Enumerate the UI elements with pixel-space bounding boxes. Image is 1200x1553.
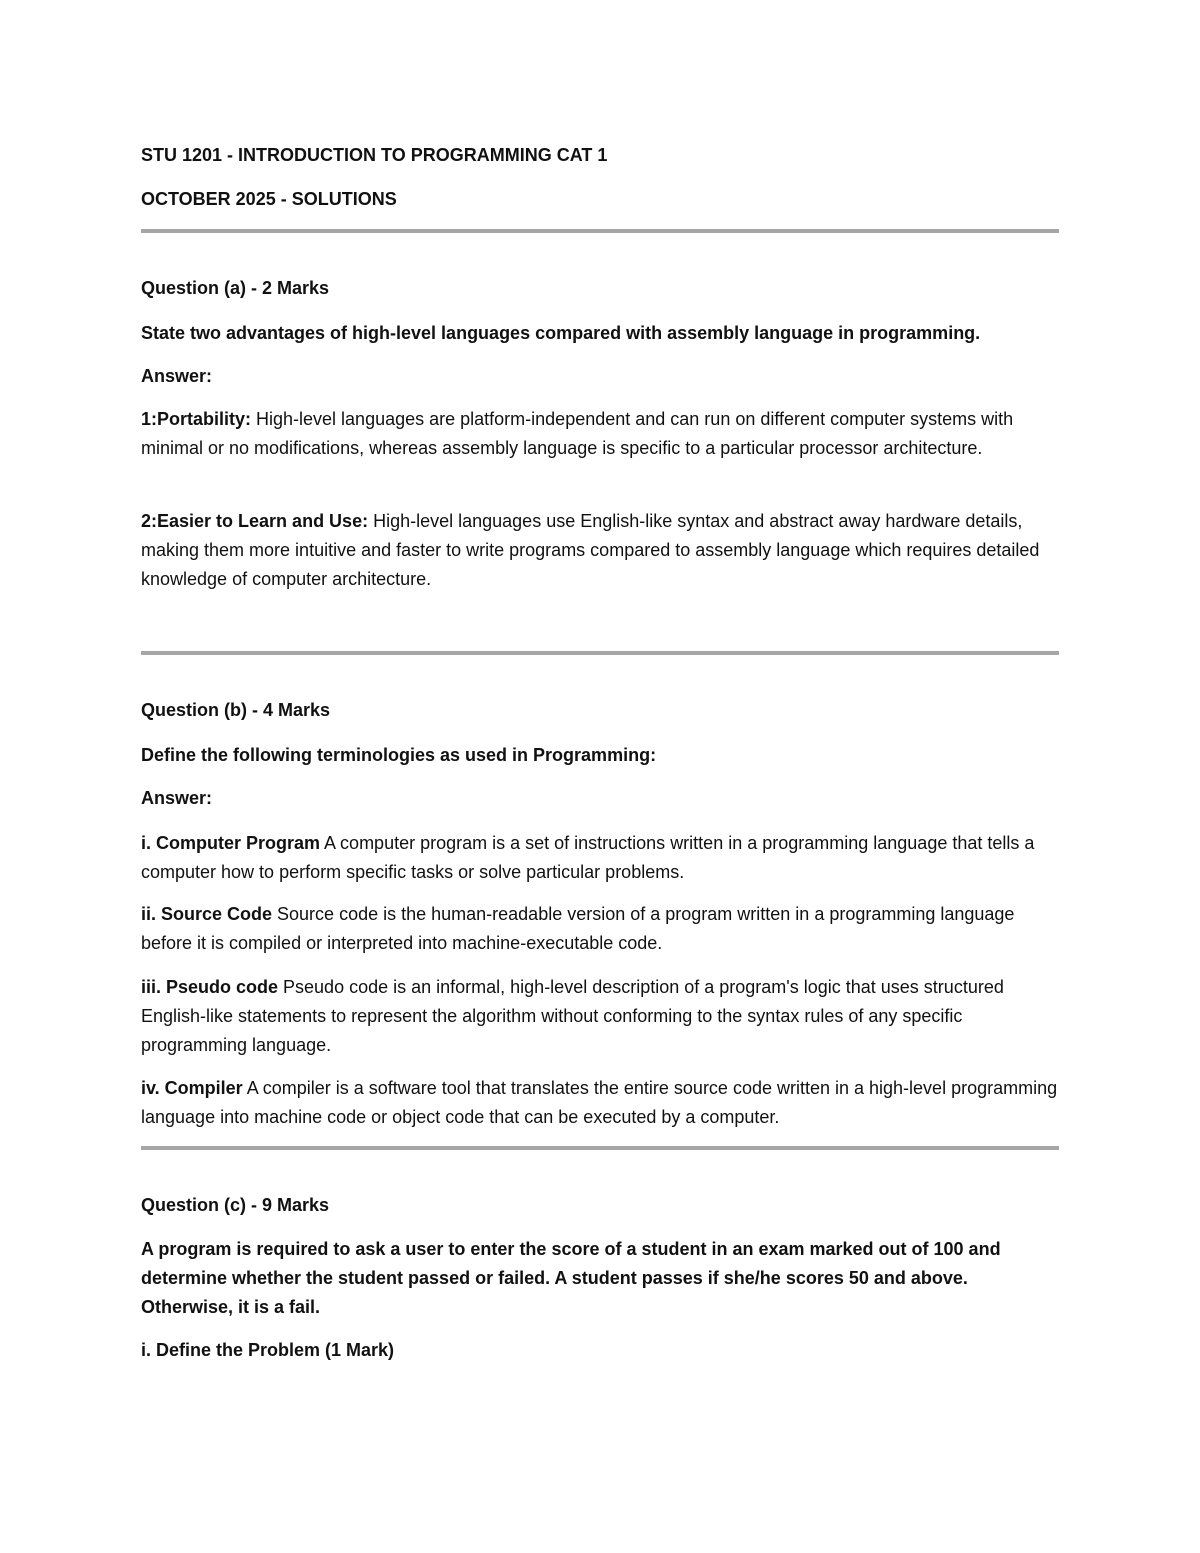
definition-item [141,1074,1059,1132]
definition-item [141,900,1059,958]
answer-term: 2:Easier to Learn and Use: [141,511,369,531]
question-c-label: Question (c) - 9 Marks [141,1195,330,1215]
question-a-answer-label: Answer: [141,366,213,386]
definition-term: i. Computer Program [141,833,321,853]
question-b-answer-label: Answer: [141,788,213,808]
definition-item [141,973,1059,1060]
question-c-part-i: i. Define the Problem (1 Mark) [141,1340,395,1360]
question-b-prompt: Define the following terminologies as used in Programming: [141,745,657,765]
answer-text: High-level languages are platform-independent and can run on different computer systems with minimal or no modifications, whereas assembly language is specific to a particular processor architecture. [141,409,1014,458]
question-b-label: Question (b) - 4 Marks [141,700,331,720]
definition-item [141,829,1059,887]
definition-text: A compiler is a software tool that translates the entire source code written in a high-level programming language into machine code or object code that can be executed by a computer. [141,1078,1058,1127]
document-subtitle: OCTOBER 2025 - SOLUTIONS [141,189,397,209]
definition-text: A computer program is a set of instructions written in a programming language that tells a computer how to perform specific tasks or solve particular problems. [141,833,1035,882]
section-divider [141,229,1059,233]
section-divider [141,651,1059,655]
answer-item [141,405,1059,463]
definition-text: Pseudo code is an informal, high-level description of a program's logic that uses structured English-like statements to represent the algorithm without conforming to the syntax rules of any specific programming language. [141,977,1004,1055]
answer-text: High-level languages use English-like syntax and abstract away hardware details, making them more intuitive and faster to write programs compared to assembly language which requires detailed knowledge of computer architecture. [141,511,1040,589]
section-divider [141,1146,1059,1150]
answer-item [141,507,1059,594]
question-a-label: Question (a) - 2 Marks [141,278,330,298]
question-a-prompt: State two advantages of high-level languages compared with assembly language in programming. [141,323,981,343]
definition-term: iv. Compiler [141,1078,243,1098]
definition-term: ii. Source Code [141,904,273,924]
answer-term: 1:Portability: [141,409,252,429]
question-c-prompt: A program is required to ask a user to enter the score of a student in an exam marked out of 100 and determine whether the student passed or failed. A student passes if she/he scores 50 and above. Otherwise, it is a fail. [141,1239,1001,1317]
definition-text: Source code is the human-readable version of a program written in a programming language before it is compiled or interpreted into machine-executable code. [141,904,1015,953]
definition-term: iii. Pseudo code [141,977,279,997]
document-title: STU 1201 - INTRODUCTION TO PROGRAMMING CAT 1 [141,145,608,165]
